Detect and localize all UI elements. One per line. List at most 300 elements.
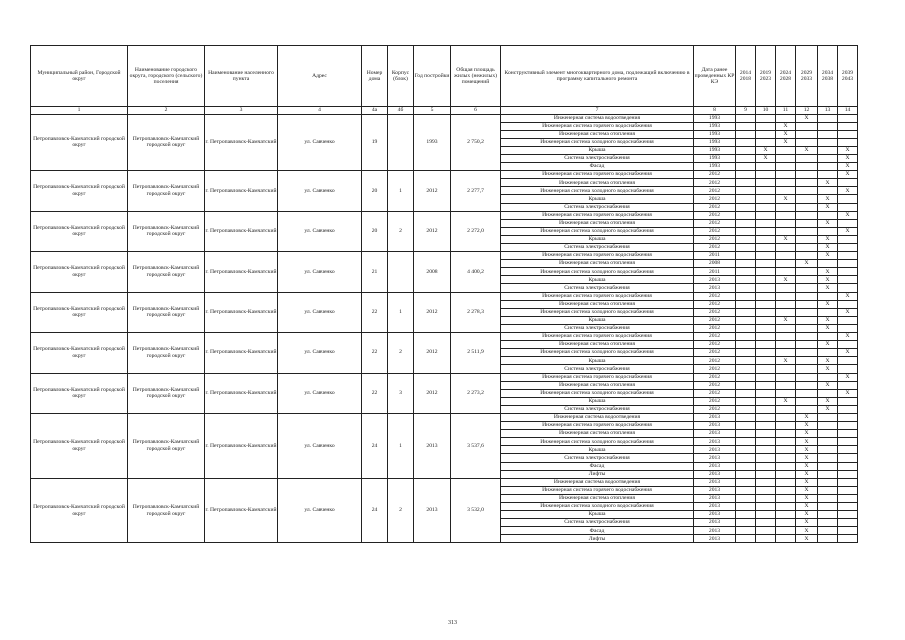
period-mark-cell: X [796, 511, 818, 519]
build-year-cell: 2012 [414, 373, 451, 413]
period-mark-cell: X [818, 219, 838, 227]
period-mark-cell [776, 219, 796, 227]
period-mark-cell [736, 503, 756, 511]
period-mark-cell [776, 333, 796, 341]
repair-date-cell: 1993 [694, 163, 736, 171]
period-mark-cell [736, 397, 756, 405]
settlement-cell: Петропавловск-Камчатский городской округ [128, 333, 205, 373]
element-name-cell: Инженерная система холодного водоснабжения [501, 138, 694, 146]
col-header: Корпус (блок) [388, 46, 414, 107]
period-mark-cell [776, 389, 796, 397]
build-year-cell: 2008 [414, 252, 451, 292]
period-mark-cell [776, 503, 796, 511]
period-mark-cell [736, 405, 756, 413]
table-row [31, 171, 858, 179]
area-cell: 2 511,9 [451, 333, 501, 373]
period-mark-cell [776, 373, 796, 381]
element-name-cell: Инженерная система горячего водоснабжения [501, 171, 694, 179]
element-name-cell: Крыша [501, 397, 694, 405]
period-mark-cell [736, 324, 756, 332]
period-mark-cell [756, 486, 776, 494]
col-header: Номер дома [362, 46, 388, 107]
period-mark-cell [796, 389, 818, 397]
period-mark-cell [796, 252, 818, 260]
period-mark-cell [756, 268, 776, 276]
period-mark-cell [736, 154, 756, 162]
period-mark-cell: X [796, 146, 818, 154]
period-mark-cell [838, 324, 858, 332]
period-mark-cell: X [796, 454, 818, 462]
period-mark-cell [818, 333, 838, 341]
period-mark-cell: X [776, 130, 796, 138]
period-mark-cell [838, 430, 858, 438]
period-mark-cell [818, 413, 838, 421]
period-mark-cell [796, 244, 818, 252]
period-mark-cell: X [818, 324, 838, 332]
period-mark-cell: X [818, 405, 838, 413]
repair-date-cell: 2013 [694, 511, 736, 519]
period-mark-cell [736, 333, 756, 341]
area-cell: 2 750,2 [451, 114, 501, 171]
period-mark-cell [796, 324, 818, 332]
period-mark-cell [838, 446, 858, 454]
period-mark-cell [796, 138, 818, 146]
period-mark-cell [756, 422, 776, 430]
period-mark-cell [776, 405, 796, 413]
period-mark-cell [796, 227, 818, 235]
period-mark-cell [736, 535, 756, 543]
period-mark-cell [818, 349, 838, 357]
element-name-cell: Инженерная система отопления [501, 260, 694, 268]
period-mark-cell [756, 114, 776, 122]
period-mark-cell [776, 324, 796, 332]
period-mark-cell [838, 438, 858, 446]
period-mark-cell: X [838, 308, 858, 316]
repair-date-cell: 2011 [694, 268, 736, 276]
settlement-cell: Петропавловск-Камчатский городской округ [128, 373, 205, 413]
period-mark-cell [818, 535, 838, 543]
element-name-cell: Инженерная система водоотведения [501, 478, 694, 486]
period-mark-cell: X [838, 187, 858, 195]
period-mark-cell [736, 527, 756, 535]
period-mark-cell [776, 349, 796, 357]
period-mark-cell [736, 300, 756, 308]
repair-date-cell: 2012 [694, 316, 736, 324]
element-name-cell: Крыша [501, 146, 694, 154]
col-header: 2024 2028 [776, 46, 796, 107]
period-mark-cell [776, 535, 796, 543]
period-mark-cell [838, 195, 858, 203]
period-mark-cell: X [796, 527, 818, 535]
period-mark-cell [818, 511, 838, 519]
period-mark-cell [776, 341, 796, 349]
period-mark-cell [796, 397, 818, 405]
period-mark-cell [776, 114, 796, 122]
period-mark-cell: X [776, 397, 796, 405]
repair-date-cell: 2013 [694, 478, 736, 486]
period-mark-cell: X [838, 146, 858, 154]
period-mark-cell [838, 478, 858, 486]
repair-date-cell: 2013 [694, 494, 736, 502]
settlement-cell: Петропавловск-Камчатский городской округ [128, 478, 205, 543]
col-header: 2034 2038 [818, 46, 838, 107]
element-name-cell: Система электроснабжения [501, 519, 694, 527]
period-mark-cell [818, 260, 838, 268]
settlement-cell: Петропавловск-Камчатский городской округ [128, 292, 205, 332]
period-mark-cell: X [796, 494, 818, 502]
period-mark-cell: X [796, 114, 818, 122]
table-row [31, 211, 858, 219]
period-mark-cell [776, 260, 796, 268]
col-number: 13 [818, 107, 838, 115]
period-mark-cell [796, 130, 818, 138]
period-mark-cell: X [796, 470, 818, 478]
element-name-cell: Система электроснабжения [501, 454, 694, 462]
period-mark-cell [736, 163, 756, 171]
period-mark-cell [796, 276, 818, 284]
period-mark-cell [776, 203, 796, 211]
period-mark-cell [756, 284, 776, 292]
repair-date-cell: 2011 [694, 252, 736, 260]
repair-date-cell: 2012 [694, 203, 736, 211]
period-mark-cell [776, 187, 796, 195]
repair-date-cell: 2012 [694, 219, 736, 227]
street-cell: ул. Савченко [278, 252, 362, 292]
period-mark-cell [818, 438, 838, 446]
element-name-cell: Инженерная система водоотведения [501, 413, 694, 421]
element-name-cell: Инженерная система отопления [501, 300, 694, 308]
period-mark-cell [776, 211, 796, 219]
period-mark-cell [818, 430, 838, 438]
period-mark-cell [756, 130, 776, 138]
period-mark-cell [736, 114, 756, 122]
house-number-cell: 22 [362, 373, 388, 413]
period-mark-cell [756, 187, 776, 195]
period-mark-cell [756, 527, 776, 535]
block-cell: 2 [388, 478, 414, 543]
element-name-cell: Инженерная система отопления [501, 130, 694, 138]
period-mark-cell [736, 519, 756, 527]
table-row [31, 413, 858, 421]
area-cell: 2 273,2 [451, 373, 501, 413]
period-mark-cell [756, 341, 776, 349]
element-name-cell: Крыша [501, 446, 694, 454]
col-header: Конструктивный элемент многоквартирного дома, подлежащий включению в программу капитального ремонта [501, 46, 694, 107]
period-mark-cell [756, 308, 776, 316]
period-mark-cell: X [818, 381, 838, 389]
period-mark-cell: X [776, 357, 796, 365]
period-mark-cell: X [818, 341, 838, 349]
period-mark-cell [736, 341, 756, 349]
block-cell [388, 114, 414, 171]
element-name-cell: Инженерная система отопления [501, 341, 694, 349]
period-mark-cell [776, 446, 796, 454]
element-name-cell: Система электроснабжения [501, 405, 694, 413]
period-mark-cell [776, 179, 796, 187]
period-mark-cell [756, 365, 776, 373]
period-mark-cell [756, 316, 776, 324]
period-mark-cell [736, 171, 756, 179]
period-mark-cell: X [796, 413, 818, 421]
period-mark-cell [838, 462, 858, 470]
period-mark-cell: X [776, 195, 796, 203]
repair-date-cell: 2012 [694, 227, 736, 235]
page-number: 313 [448, 620, 457, 626]
period-mark-cell [736, 187, 756, 195]
period-mark-cell: X [776, 138, 796, 146]
period-mark-cell [796, 365, 818, 373]
period-mark-cell [818, 486, 838, 494]
build-year-cell: 1993 [414, 114, 451, 171]
period-mark-cell [736, 446, 756, 454]
period-mark-cell: X [776, 316, 796, 324]
repair-date-cell: 2012 [694, 300, 736, 308]
period-mark-cell [756, 478, 776, 486]
district-cell: Петропавловск-Камчатский городской округ [31, 292, 128, 332]
period-mark-cell [818, 138, 838, 146]
element-name-cell: Инженерная система горячего водоснабжения [501, 333, 694, 341]
period-mark-cell [736, 244, 756, 252]
repair-date-cell: 2013 [694, 284, 736, 292]
block-cell: 2 [388, 211, 414, 251]
repair-date-cell: 2013 [694, 462, 736, 470]
period-mark-cell [776, 381, 796, 389]
period-mark-cell [796, 316, 818, 324]
period-mark-cell [838, 405, 858, 413]
period-mark-cell: X [838, 292, 858, 300]
period-mark-cell [736, 494, 756, 502]
element-name-cell: Система электроснабжения [501, 154, 694, 162]
period-mark-cell [776, 300, 796, 308]
block-cell: 1 [388, 292, 414, 332]
period-mark-cell: X [796, 503, 818, 511]
period-mark-cell [838, 397, 858, 405]
build-year-cell: 2012 [414, 171, 451, 211]
period-mark-cell [796, 381, 818, 389]
period-mark-cell [838, 219, 858, 227]
col-header: Муниципальный район, Городской округ [31, 46, 128, 107]
settlement-cell: Петропавловск-Камчатский городской округ [128, 211, 205, 251]
repair-date-cell: 2012 [694, 244, 736, 252]
period-mark-cell [838, 422, 858, 430]
repair-date-cell: 2012 [694, 389, 736, 397]
element-name-cell: Крыша [501, 235, 694, 243]
period-mark-cell [756, 227, 776, 235]
period-mark-cell [756, 519, 776, 527]
period-mark-cell [736, 357, 756, 365]
period-mark-cell [756, 494, 776, 502]
period-mark-cell: X [838, 227, 858, 235]
repair-date-cell: 2012 [694, 308, 736, 316]
period-mark-cell [756, 179, 776, 187]
period-mark-cell [736, 486, 756, 494]
period-mark-cell [756, 203, 776, 211]
repair-date-cell: 2012 [694, 341, 736, 349]
period-mark-cell [838, 527, 858, 535]
repair-date-cell: 2012 [694, 171, 736, 179]
area-cell: 4 400,2 [451, 252, 501, 292]
element-name-cell: Крыша [501, 316, 694, 324]
period-mark-cell: X [818, 365, 838, 373]
repair-date-cell: 2012 [694, 292, 736, 300]
period-mark-cell [776, 244, 796, 252]
col-header: Адрес [278, 46, 362, 107]
element-name-cell: Инженерная система холодного водоснабжения [501, 308, 694, 316]
period-mark-cell [736, 276, 756, 284]
table-row [31, 373, 858, 381]
settlement-cell: Петропавловск-Камчатский городской округ [128, 114, 205, 171]
element-name-cell: Инженерная система горячего водоснабжения [501, 252, 694, 260]
period-mark-cell [776, 252, 796, 260]
period-mark-cell [796, 341, 818, 349]
period-mark-cell: X [818, 316, 838, 324]
district-cell: Петропавловск-Камчатский городской округ [31, 478, 128, 543]
period-mark-cell [796, 203, 818, 211]
col-number: 7 [501, 107, 694, 115]
period-mark-cell [818, 130, 838, 138]
period-mark-cell [736, 146, 756, 154]
period-mark-cell [756, 511, 776, 519]
repair-date-cell: 2013 [694, 430, 736, 438]
repair-date-cell: 2012 [694, 397, 736, 405]
period-mark-cell: X [796, 446, 818, 454]
repair-date-cell: 2012 [694, 195, 736, 203]
period-mark-cell [756, 211, 776, 219]
repair-date-cell: 2012 [694, 333, 736, 341]
period-mark-cell [796, 219, 818, 227]
period-mark-cell [818, 292, 838, 300]
col-number: 4а [362, 107, 388, 115]
period-mark-cell [756, 349, 776, 357]
period-mark-cell [796, 235, 818, 243]
period-mark-cell [736, 462, 756, 470]
element-name-cell: Инженерная система горячего водоснабжения [501, 422, 694, 430]
element-name-cell: Система электроснабжения [501, 203, 694, 211]
element-name-cell: Крыша [501, 511, 694, 519]
area-cell: 2 277,7 [451, 171, 501, 211]
period-mark-cell: X [818, 235, 838, 243]
period-mark-cell [838, 203, 858, 211]
locality-cell: г. Петропавловск-Камчатский [205, 252, 278, 292]
repair-date-cell: 1993 [694, 130, 736, 138]
house-number-cell: 20 [362, 171, 388, 211]
house-number-cell: 20 [362, 211, 388, 251]
element-name-cell: Инженерная система холодного водоснабжения [501, 349, 694, 357]
period-mark-cell [736, 365, 756, 373]
district-cell: Петропавловск-Камчатский городской округ [31, 333, 128, 373]
locality-cell: г. Петропавловск-Камчатский [205, 478, 278, 543]
period-mark-cell [756, 235, 776, 243]
period-mark-cell [776, 438, 796, 446]
repair-date-cell: 2013 [694, 470, 736, 478]
period-mark-cell [736, 122, 756, 130]
element-name-cell: Крыша [501, 195, 694, 203]
col-number: 10 [756, 107, 776, 115]
period-mark-cell: X [838, 349, 858, 357]
repair-date-cell: 1993 [694, 154, 736, 162]
period-mark-cell [776, 284, 796, 292]
element-name-cell: Инженерная система холодного водоснабжения [501, 268, 694, 276]
period-mark-cell [776, 478, 796, 486]
period-mark-cell [756, 300, 776, 308]
period-mark-cell [818, 470, 838, 478]
period-mark-cell [776, 454, 796, 462]
area-cell: 2 278,3 [451, 292, 501, 332]
element-name-cell: Крыша [501, 357, 694, 365]
table-body [31, 114, 858, 543]
period-mark-cell [838, 284, 858, 292]
repair-date-cell: 2008 [694, 260, 736, 268]
element-name-cell: Фасад [501, 462, 694, 470]
col-number: 14 [838, 107, 858, 115]
period-mark-cell [756, 333, 776, 341]
period-mark-cell [756, 462, 776, 470]
period-mark-cell [756, 446, 776, 454]
period-mark-cell [796, 163, 818, 171]
period-mark-cell [736, 179, 756, 187]
period-mark-cell [756, 260, 776, 268]
period-mark-cell [796, 171, 818, 179]
period-mark-cell [838, 130, 858, 138]
period-mark-cell [736, 430, 756, 438]
period-mark-cell [838, 235, 858, 243]
period-mark-cell [796, 268, 818, 276]
period-mark-cell [838, 341, 858, 349]
settlement-cell: Петропавловск-Камчатский городской округ [128, 252, 205, 292]
col-number: 1 [31, 107, 128, 115]
build-year-cell: 2013 [414, 413, 451, 478]
street-cell: ул. Савченко [278, 114, 362, 171]
repair-date-cell: 2012 [694, 187, 736, 195]
repair-date-cell: 2013 [694, 486, 736, 494]
period-mark-cell [796, 179, 818, 187]
period-mark-cell [796, 357, 818, 365]
period-mark-cell [796, 308, 818, 316]
period-mark-cell [838, 300, 858, 308]
locality-cell: г. Петропавловск-Камчатский [205, 211, 278, 251]
period-mark-cell [756, 389, 776, 397]
repair-date-cell: 2012 [694, 179, 736, 187]
col-header: Дата ранее проведенных КР КЭ [694, 46, 736, 107]
area-cell: 3 537,6 [451, 413, 501, 478]
period-mark-cell [818, 308, 838, 316]
period-mark-cell [756, 324, 776, 332]
period-mark-cell [838, 357, 858, 365]
repair-date-cell: 2012 [694, 357, 736, 365]
repair-date-cell: 2012 [694, 349, 736, 357]
block-cell: 2 [388, 333, 414, 373]
period-mark-cell: X [838, 154, 858, 162]
column-number-row [31, 107, 858, 115]
period-mark-cell [736, 373, 756, 381]
period-mark-cell [796, 405, 818, 413]
district-cell: Петропавловск-Камчатский городской округ [31, 413, 128, 478]
district-cell: Петропавловск-Камчатский городской округ [31, 171, 128, 211]
col-header: 2014 2018 [736, 46, 756, 107]
period-mark-cell: X [796, 260, 818, 268]
repair-date-cell: 2012 [694, 381, 736, 389]
period-mark-cell [736, 203, 756, 211]
element-name-cell: Система электроснабжения [501, 284, 694, 292]
period-mark-cell [776, 163, 796, 171]
period-mark-cell [756, 373, 776, 381]
house-number-cell: 24 [362, 478, 388, 543]
period-mark-cell: X [818, 203, 838, 211]
element-name-cell: Инженерная система водоотведения [501, 114, 694, 122]
period-mark-cell [736, 292, 756, 300]
col-number: 2 [128, 107, 205, 115]
period-mark-cell [818, 503, 838, 511]
